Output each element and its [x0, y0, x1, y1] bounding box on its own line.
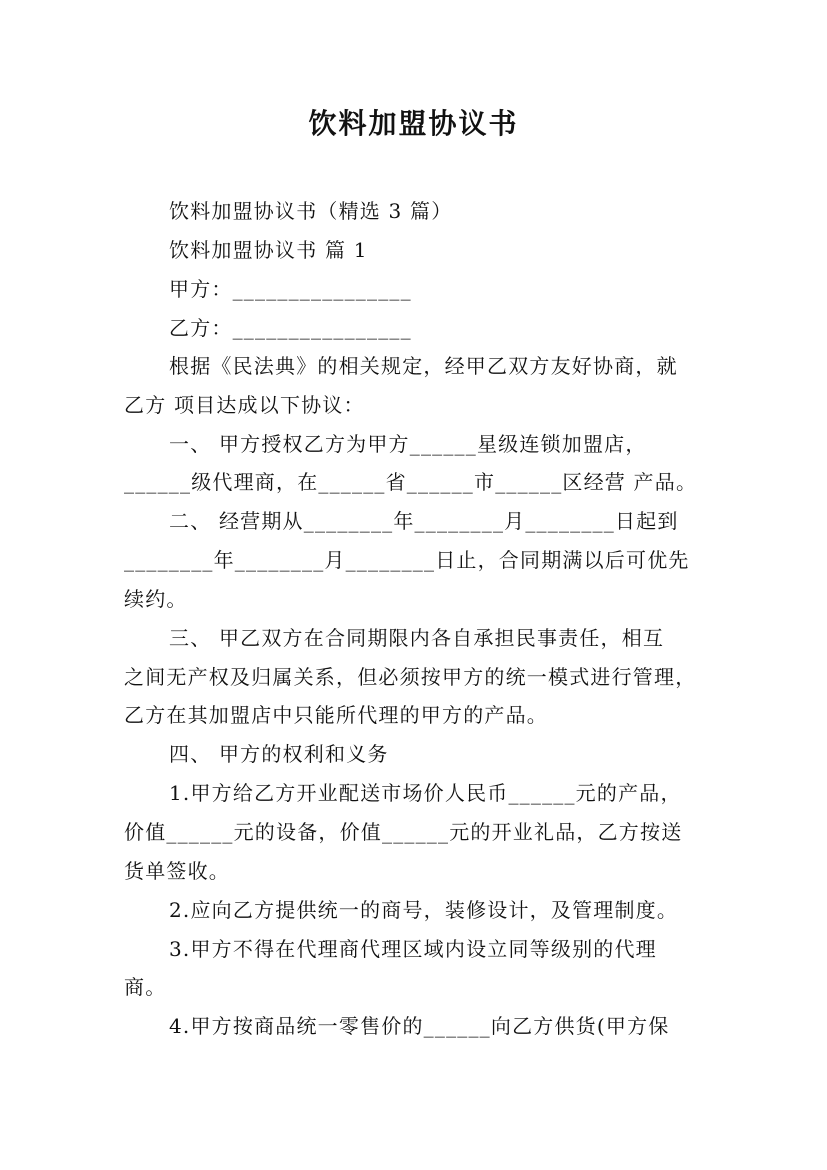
item-line: 1.甲方给乙方开业配送市场价人民币______元的产品， — [169, 781, 682, 805]
body-line: 价值______元的设备，价值______元的开业礼品，乙方按送 — [124, 820, 683, 844]
clause-line: 三、 甲乙双方在合同期限内各自承担民事责任，相互 — [169, 626, 665, 650]
body-line: 根据《民法典》的相关规定，经甲乙双方友好协商，就 — [169, 354, 678, 378]
party-a-line: 甲方：________________ — [169, 277, 412, 301]
body-line: 乙方在其加盟店中只能所代理的甲方的产品。 — [124, 703, 548, 727]
section-heading-line: 饮料加盟协议书 篇 1 — [169, 238, 368, 262]
body-line: ______级代理商，在______省______市______区经营 产品。 — [124, 470, 698, 494]
clause-line: 四、 甲方的权利和义务 — [169, 742, 389, 766]
document-title: 饮料加盟协议书 — [308, 107, 519, 140]
body-line: 乙方 项目达成以下协议： — [124, 393, 365, 417]
body-line: ________年________月________日止，合同期满以后可优先 — [124, 548, 690, 572]
party-b-line: 乙方：________________ — [169, 316, 412, 340]
body-line: 货单签收。 — [124, 859, 230, 883]
clause-line: 一、 甲方授权乙方为甲方______星级连锁加盟店， — [169, 432, 647, 456]
body-line: 续约。 — [124, 587, 188, 611]
body-line: 之间无产权及归属关系，但必须按甲方的统一模式进行管理， — [124, 665, 697, 689]
body-line: 商。 — [124, 975, 167, 999]
item-line: 4.甲方按商品统一零售价的______向乙方供货(甲方保 — [169, 1014, 670, 1038]
item-line: 3.甲方不得在代理商代理区域内设立同等级别的代理 — [169, 937, 657, 961]
clause-line: 二、 经营期从________年________月________日起到 — [169, 509, 679, 533]
subtitle-line: 饮料加盟协议书（精选 3 篇） — [169, 199, 453, 223]
item-line: 2.应向乙方提供统一的商号，装修设计，及管理制度。 — [169, 898, 679, 922]
